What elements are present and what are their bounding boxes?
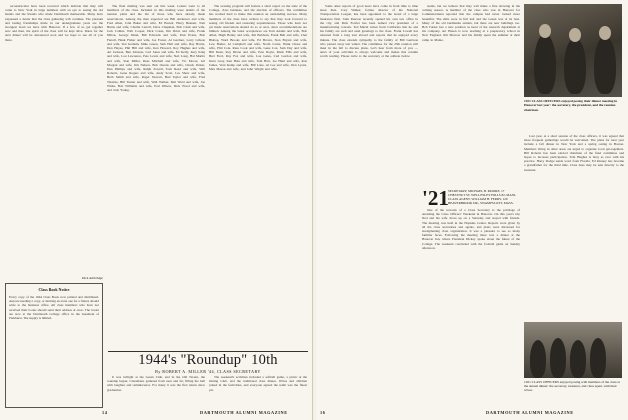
left-column-2: [107, 4, 205, 354]
class-book-notice-box: [5, 283, 103, 408]
person-silhouette: [570, 340, 586, 378]
person-silhouette: [550, 338, 566, 378]
right-magazine-title: DARTMOUTH ALUMNI MAGAZINE: [486, 410, 574, 415]
right-page-number: 16: [320, 410, 326, 415]
person-face: [599, 26, 611, 40]
right-column-2-text: teams, but we believe that they will make a fine showing in the coming season. A member of the class who was in Hanover for Commencement reported that the campus had never looked more beautiful. The elms were in full leaf and the Green was at its best. Many of the old landmarks remain, but there are new buildings too. Bob Turner has a new position as head of the research department at his company. Art Hazen is now teaching at a preparatory school in New England. Jim Morrow and his family spent the summer at their camp in Maine.: [422, 4, 520, 42]
person-silhouette: [534, 34, 556, 94]
person-face: [569, 28, 581, 42]
person-silhouette: [590, 338, 606, 378]
right-column-1: [320, 4, 418, 410]
left-column-1: [5, 4, 103, 276]
right-column-2-lower: [422, 208, 520, 406]
article-headline: 1944's "Roundup" 10th: [138, 352, 278, 368]
right-column-2-lower-text: One of the rewards of a Class Secretary is the privilege of attending the Class Officers' Weekend in Hanover. On this year's trip Ned and his wife drove up on a Saturday and stayed with friends. The meeting was held in the Hopkins Center. Reports were given by all the class secretaries and agents, and plans were discussed for strengthening class organization. It was a pleasure to see so many familiar faces. Following the meeting there was a dinner at the Hanover Inn, where President Dickey spoke about the future of the College. The weekend concluded with the football game on Sunday afternoon.: [422, 208, 520, 250]
box-title: Class Book Notice: [38, 287, 70, 292]
class-officers-photo: [524, 4, 622, 97]
person-silhouette: [594, 36, 616, 94]
left-column-5: [209, 375, 307, 409]
person-face: [539, 24, 551, 38]
person-silhouette: [530, 340, 546, 378]
left-column-4: [107, 375, 205, 409]
left-column-3-text: The evening program will feature a short report on the state of the College, class business, and the election of officers. The committee has worked hard to make this reunion an outstanding success. Many members of the class have written to say that they look forward to seeing old friends and renewing acquaintances. Those who have not yet made reservations should do so at once, since accommodations are limited. Among the latest acceptances are Tom Adams and wife, Bob Allen, Hugh Bailey and wife, Jim Baldwin, Frank Bell and wife, Chet Bishop, Ward Brooks and wife, Ed Brown, Stan Bryant and wife, Lew Butler, Al Campbell and wife, Norm Carter, Hank Chase and wife, Phil Cole, Russ Cook and wife, Gene Cox, Sam Day and wife, Bill Dean, Roy Dixon and wife, Pete Doyle, Mark Ellis and wife, Bert Ford, Ray Fox and wife, Lou Gates, Carl Gordon and wife, Dave Gray, Ken Hale and wife, Tom Hart, Joe Hunt and wife, Ron James, Vern Kemp and wife, Bill Lane, Al Lee and wife, Don Lyons, Max Mason and wife, and John Wright and wife.: [209, 4, 307, 72]
photo-caption: 1921 CLASS OFFICERS enjoyed posing their dinner meeting in Hanover last year: the secretary, the president, and the reunion chairman.: [524, 99, 618, 112]
person-silhouette: [564, 38, 586, 94]
signature: Dick Ashbridge: [81, 276, 103, 280]
class-secretary-info: SECRETARY, MICHAEL B. MOORE, 17 CHESTNUT ST. WELLESLEY HILLS 82, MASS. CLASS AGENT, WILLIAM H. FERRY, 120 BEAVERBROOK DR., SWAMPSCOTT, MASS.: [448, 189, 517, 206]
right-column-2: [422, 4, 520, 182]
right-column-1-text: Some other reports of good news have come in from time to time since then. Cary Walker, former director of the National Transportation League, has been appointed to the board of a large insurance firm. John Pearson recently opened his own law office in the city, and Dick Fowler has been named vice president of a manufacturing concern. Ted Marsh writes from California that he and his family are well and send greetings to the class. Frank Lowell has returned from a long tour abroad and reports that he enjoyed every minute. The class extends sympathy to the family of Bill Garrison who passed away last winter. The committee for the 25th reunion will meet in the fall to discuss plans. Let's hear from more of you — news of your activities is always welcome and makes this column worth reading. Please write to the secretary at the address below.: [320, 4, 418, 59]
left-column-4-text: It was twilight at the Green Club, and in the Old Tavern, the roundup began. Classmates gathered from near and far, filling the hall with laughter and reminiscence. For many it was the first return since graduation.: [107, 375, 205, 392]
left-magazine-title: DARTMOUTH ALUMNI MAGAZINE: [200, 410, 288, 415]
left-column-2-text: The final mailing was sent out this week. Letters went to all members of the class. Included in this mailing were details of the reunion plans and the list of those who have already made reservations. Among the men expected are Bill Anderson and wife, Fred Allen, John Baker and wife, Ed Barrett, Harry Bennett, Tom Burns and wife, Charlie Carroll, Dave Chapman, Bob Clark and wife, Jack Collins, Walt Cooper, Dick Crane, Jim Davis and wife, Frank Dillon, George Dunn, Bill Edwards and wife, Paul Evans, Bob Farrell, Hank Fisher and wife, Joe Foster, Al Gardner, Larry Gibson and wife, Ted Graham, Mike Green, Sam Hall and wife, Ray Harris, Don Hayes, Phil Hill and wife, Ken Howard, Roy Hughes and wife, Art Jackson, Ben Johnson, Carl Jones and wife, Ed Kelly, Jerry King and wife, Lou Lawrence, Pete Lewis and wife, Ned Long, Hal Martin and wife, Stan Miller, Russ Mitchell and wife, Vic Moore, Gil Morgan and wife, Jim Nelson, Bob Owens and wife, Chuck Parker, Dan Phillips and wife, Ralph Powell, Tom Reed and wife, Will Roberts, Gene Rogers and wife, Andy Scott, Les Shaw and wife, Herb Smith and wife, Roger Stewart, Bud Taylor and wife, Fred Thomas, Bill Turner and wife, Walt Walker, Mel Ward and wife, Joe White, Bob Williams and wife, Earl Wilson, Dick Wood and wife, and Jack Young.: [107, 4, 205, 93]
left-page: [0, 0, 313, 420]
left-column-5-text: The weekend's activities included a softball game, a picnic at the Outing Club, and the traditional class dinner. Wives and children joined in the festivities, and everyone agreed the tenth was the finest yet.: [209, 375, 307, 392]
article-byline: By ROBERT A. MILLER '44, CLASS SECRETARY: [155, 369, 261, 374]
class-dinner-photo: [524, 322, 622, 378]
dinner-photo-caption: 1921 CLASS OFFICERS enjoyed posing with members of the class at the annual dinner: the secretary, treasurer, and class agent, with their wives.: [524, 380, 620, 393]
left-column-1-text: reconstruction have been received which indicate that they will come to New York in large numbers with an eye to seeing the old haunts and the friends who made Dartmouth memorable. Many have expressed a desire that the class gathering will continue. The pleasant and lasting friendships made in our undergraduate years are the strongest bond we have with Hanover. If a few of us get together now and then, the spirit of the class will be kept alive. Dates for the next dinner will be announced soon and we hope to see all of you there.: [5, 4, 103, 42]
left-column-3: [209, 4, 307, 354]
right-column-3-text: Last year, at a short session of the class officers, it was agreed that more frequent gatherings would be welcomed. The plans for next year include a fall dinner in New York and a spring outing in Boston. Members living in other areas are urged to organize local get-togethers. Bill Roberts has been elected chairman of the fund committee and hopes to increase participation. Tom Hughes is busy as ever with his practice. Harry Dodge sends word from Florida. Ed Kinney has become a grandfather for the third time. Class dues may be sent directly to the treasurer.: [524, 134, 624, 172]
right-page: [316, 0, 628, 420]
box-body: Every copy of the 1944 Class Book now printed and distributed. Anyone needing a copy, or desiring an extra one for a friend, should write to the business office. All class members who have not received their books should send their address at once. The books are now at the Dartmouth College office in the basement of Parkhurst. The supply is limited.: [9, 295, 99, 321]
class-year-heading: '21: [422, 186, 449, 210]
left-page-number: 14: [102, 410, 108, 415]
